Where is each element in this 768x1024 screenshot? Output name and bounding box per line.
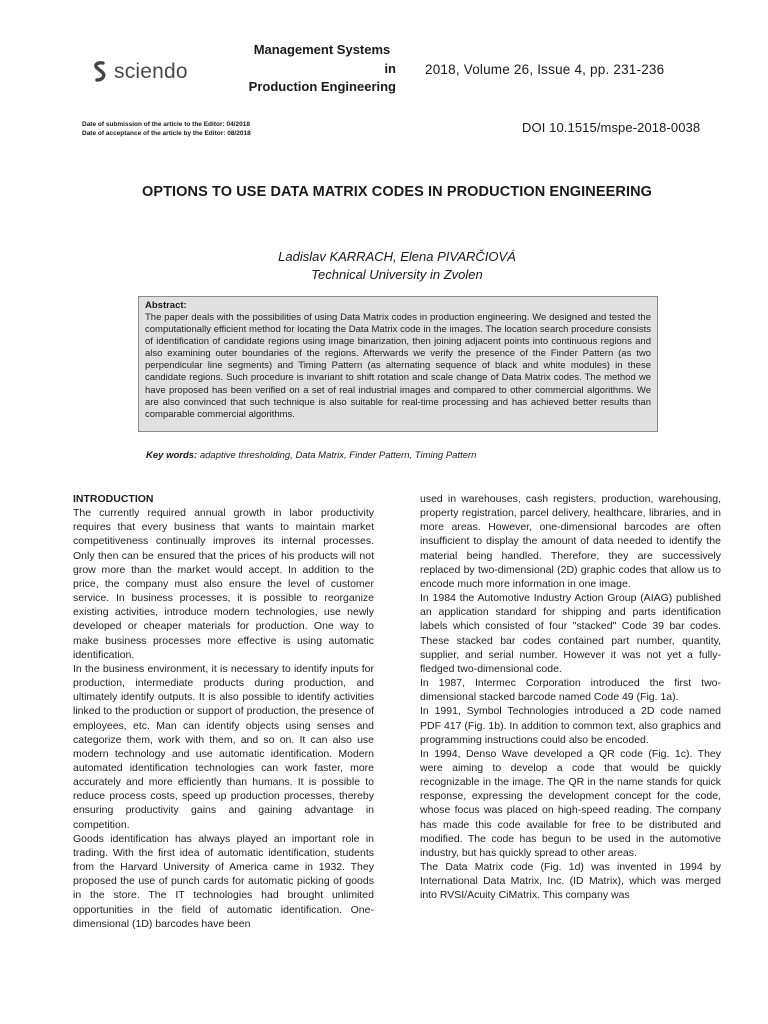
journal-line-3: Production Engineering — [248, 79, 396, 94]
keywords-label: Key words: — [146, 450, 198, 461]
abstract-text: The paper deals with the possibilities of using Data Matrix codes in production engineering. We designed and tested the computationally efficient method for locating the Data Matrix code in the images. The location search procedure consists of identification of candidate regions using image binarization, then joining adjacent points into continuous regions and also examining outer boundaries of the regions. Afterwards we verify the presence of the Finder Pattern (as two perpendicular line segments) and Timing Pattern (as alternating sequence of black and white modules) in these candidate regions. Such procedure is invariant to shift rotation and scale change of Data Matrix codes. The method we have proposed has been verified on a set of real industrial images and compared to other commercial algorithms. We are also convinced that such technique is also suitable for real-time processing and has achieved better results than comparable commercial algorithms. — [145, 312, 651, 420]
journal-name — [240, 41, 396, 97]
body-column-right — [420, 492, 721, 903]
article-title: OPTIONS TO USE DATA MATRIX CODES IN PRODUCTION ENGINEERING — [141, 184, 653, 200]
body-column-left — [73, 492, 374, 931]
article-affiliation: Technical University in Zvolen — [311, 267, 483, 282]
section-heading-introduction: INTRODUCTION — [73, 493, 154, 505]
keywords — [146, 450, 476, 461]
body-paragraph: The Data Matrix code (Fig. 1d) was invented in 1994 by International Data Matrix, Inc. (ID Matrix), which was merged into RVSI/Acuity CiMatrix. This company was — [420, 861, 721, 902]
sciendo-logo-icon — [92, 60, 108, 84]
keywords-values: adaptive thresholding, Data Matrix, Finder Pattern, Timing Pattern — [197, 450, 477, 461]
body-paragraph: Goods identification has always played an important role in trading. With the first idea of automatic identification, students from the Harvard University of America came in 1932. They proposed the use of punch cards for automatic picking of goods in the store. The IT technologies had brought unlimited opportunities in the field of automatic identification. One-dimensional (1D) barcodes have been — [73, 832, 374, 930]
body-paragraph: In 1994, Denso Wave developed a QR code (Fig. 1c). They were aiming to develop a code that would be quickly recognizable in the image. The QR in the name stands for quick response, expressing the development concept for the code, whose focus was placed on high-speed reading. The company has made this code available for free to be distributed and modified. The code has begun to be used in the automotive industry, but has quickly spread to other areas. — [420, 747, 721, 859]
publisher-logo — [92, 60, 188, 84]
article-authors: Ladislav KARRACH, Elena PIVARČIOVÁ — [278, 249, 516, 264]
body-paragraph: In 1987, Intermec Corporation introduced the first two-dimensional stacked barcode named Code 49 (Fig. 1a). — [420, 677, 721, 704]
body-paragraph: The currently required annual growth in labor productivity requires that every business that wants to maintain market competitiveness continually improves its internal processes. Only then can be ensured that the prices of his products will not grow more than the market would accept. In addition to the price, the company must also ensure the level of customer service. In business processes, it is possible to reorganize existing activities, introduce modern technologies, use newly developed or cheaper materials for production. One way to make business processes more effective is using automatic identification. — [73, 507, 374, 661]
journal-line-1: Management Systems — [253, 42, 391, 57]
body-paragraph: In 1984 the Automotive Industry Action Group (AIAG) published an application standard for shipping and parts identification labels which consisted of four "stacked" Code 39 bar codes. These stacked bar codes contained part number, quantity, supplier, and serial number. However it was not yet a fully-fledged two-dimensional code. — [420, 592, 721, 675]
editorial-dates — [82, 120, 251, 138]
abstract-heading: Abstract: — [145, 300, 187, 311]
date-acceptance: Date of acceptance of the article by the Editor: 08/2018 — [82, 130, 251, 137]
journal-line-2: in — [384, 60, 396, 76]
body-paragraph: In the business environment, it is necessary to identify inputs for production, intermediate products during production, and ultimately identify outputs. It is also possible to identify activities linked to the production or support of production, the presence of employees, etc. Man can identify objects using senses and categorize them, work with them, and so on. It can also use modern technology and use automatic identification. Modern automated identification technologies can work faster, more accurately and more efficiently than humans. It is possible to reduce process costs, speed up production processes, thereby ensuring productivity gains and gaining advantage in competition. — [73, 662, 374, 831]
body-paragraph: In 1991, Symbol Technologies introduced a 2D code named PDF 417 (Fig. 1b). In addition to common text, also graphics and programming instructions could also be encoded. — [420, 705, 721, 746]
abstract-box — [138, 296, 658, 432]
date-submission: Date of submission of the article to the Editor: 04/2018 — [82, 121, 250, 128]
doi[interactable]: DOI 10.1515/mspe-2018-0038 — [522, 120, 701, 135]
logo-text: sciendo — [114, 60, 188, 83]
body-paragraph: used in warehouses, cash registers, production, warehousing, property registration, parcel delivery, healthcare, libraries, and in more areas. However, one-dimensional barcodes are often insufficient to display the amount of data needed to identify the material being handled. Therefore, they are successively replaced by two-dimensional (2D) graphic codes that allow us to encode much more information in one image. — [420, 493, 721, 590]
issue-info: 2018, Volume 26, Issue 4, pp. 231-236 — [425, 62, 665, 77]
